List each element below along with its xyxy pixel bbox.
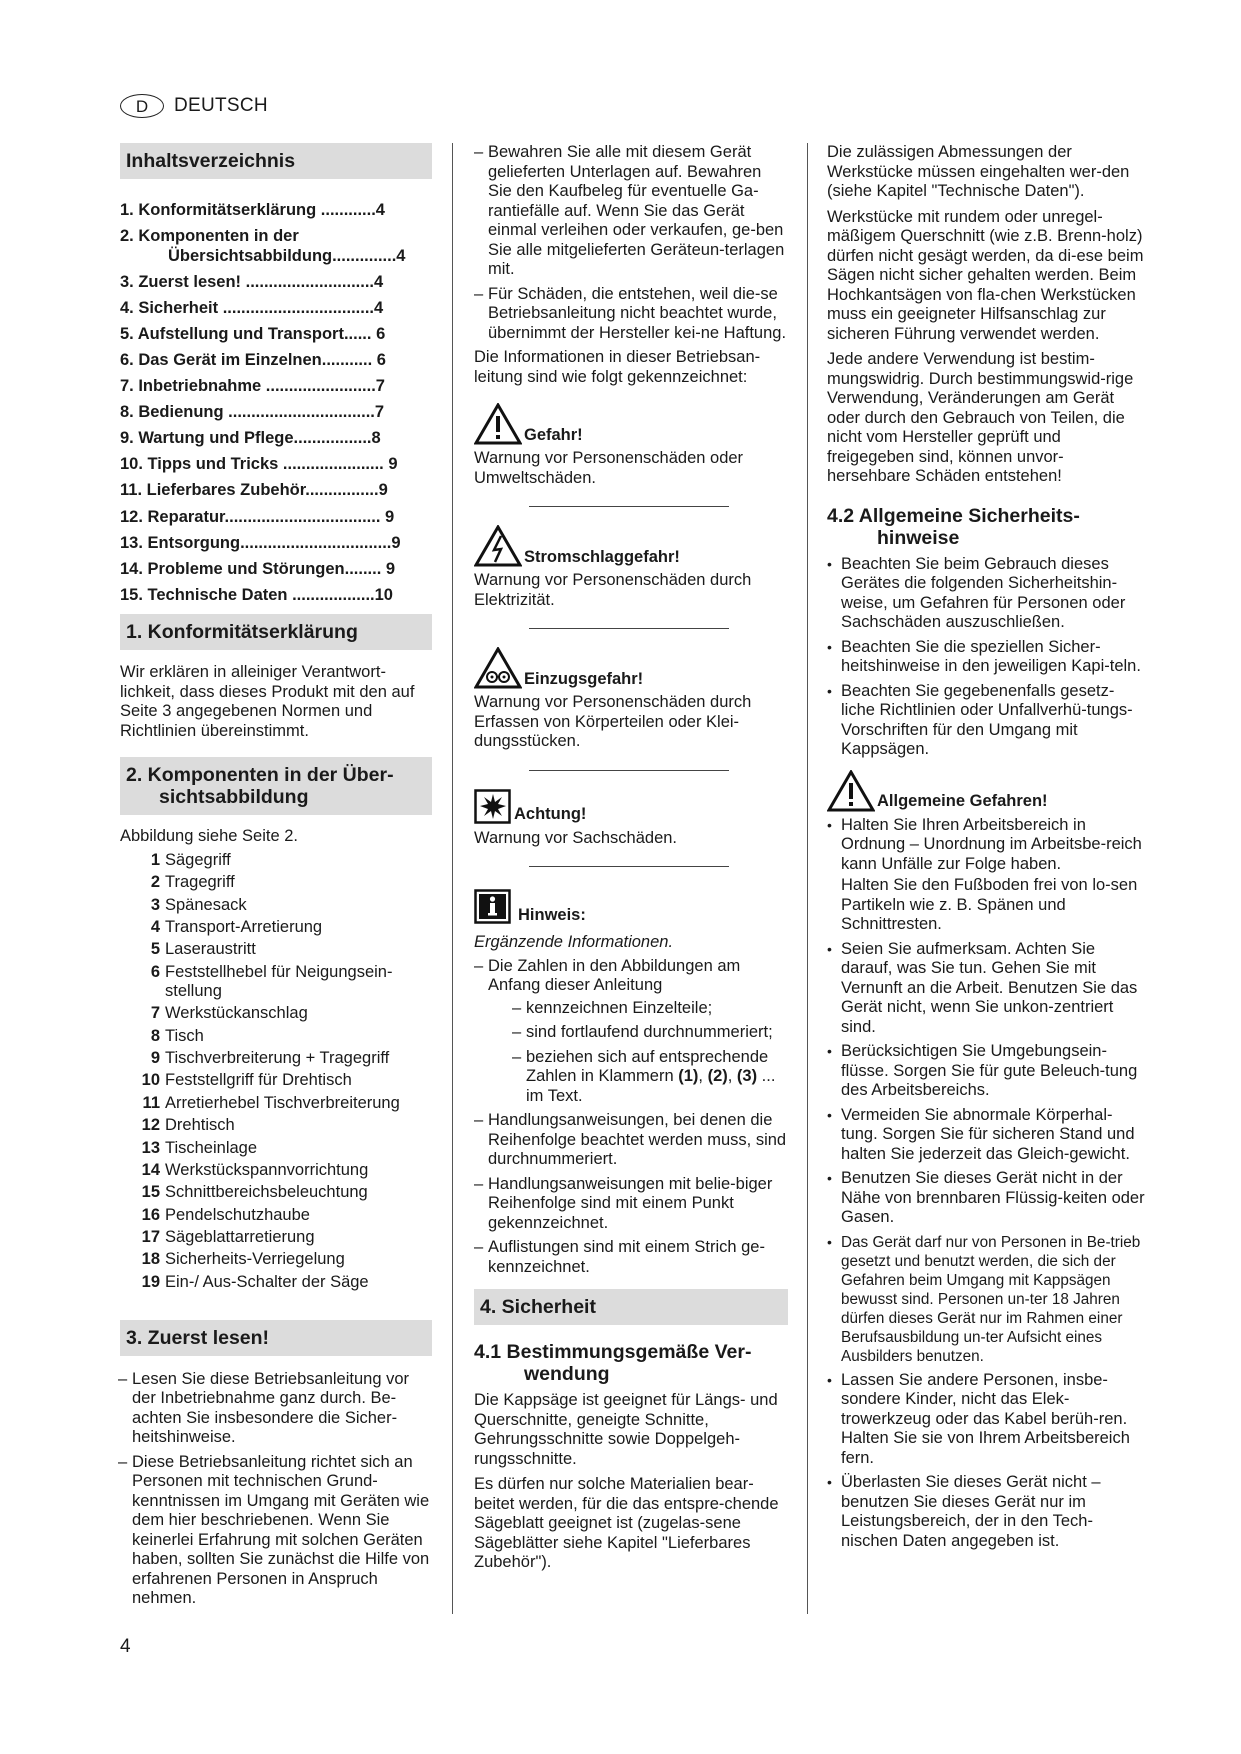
toc-entry[interactable]: 11. Lieferbares Zubehör................9	[120, 481, 388, 500]
component-name: Ein-/ Aus-Schalter der Säge	[165, 1272, 369, 1291]
toc-heading: Inhaltsverzeichnis	[120, 143, 432, 179]
entanglement-warning-icon	[474, 647, 522, 689]
component-item	[120, 918, 432, 937]
component-item	[120, 1161, 432, 1180]
component-number: 6	[150, 962, 160, 981]
component-list	[120, 851, 432, 1292]
marking-intro: Die Informationen in dieser Betriebsan-leitung sind wie folgt gekennzeichnet:	[474, 348, 761, 386]
component-name: Arretierhebel Tischverbreiterung	[165, 1093, 400, 1112]
toc-entry[interactable]: 15. Technische Daten ..................10	[120, 585, 393, 604]
symbol-stromschlag	[474, 525, 788, 567]
toc-entry-line: 2. Komponenten in der	[120, 227, 299, 246]
symbol-hinweis	[474, 889, 788, 925]
component-item	[120, 963, 432, 1001]
symbol-achtung	[474, 789, 788, 825]
separator-line	[529, 628, 729, 629]
language-name: DEUTSCH	[174, 95, 268, 116]
section-heading-zuerst-lesen: 3. Zuerst lesen!	[120, 1320, 432, 1356]
component-number: 13	[141, 1138, 160, 1157]
column-divider	[452, 143, 453, 1614]
list-item: – Diese Betriebsanleitung richtet sich an Personen mit technischen Grund-kenntnissen im Umgang mit Geräten wie dem hier beschriebenen. Wenn Sie keinerlei Erfahrung mit solchen Geräten haben, sollten Sie zunächst die Hilfe von erfahrenen Personen in Anspruch nehmen.	[118, 1453, 432, 1609]
component-name: Drehtisch	[165, 1116, 235, 1135]
list-item-text: ... im Text.	[526, 1067, 776, 1105]
component-name: Pendelschutzhaube	[165, 1205, 310, 1224]
symbol-label: Gefahr!	[524, 425, 583, 444]
component-number: 2	[150, 873, 160, 892]
column-right	[827, 143, 1145, 1556]
symbol-gefahr	[474, 403, 788, 445]
electric-shock-warning-icon	[474, 525, 522, 567]
component-name: Tragegriff	[165, 873, 235, 892]
warning-triangle-icon	[474, 403, 522, 445]
list-item: – Bewahren Sie alle mit diesem Gerät gelieferten Unterlagen auf. Bewahren Sie den Kaufbeleg für eventuelle Ga-rantiefälle auf. Wenn Sie das Gerät einmal verleihen oder verkaufen, ge-ben Sie alle mitgelieferten Geräteun-terlagen mit.	[474, 143, 788, 280]
component-item	[120, 1206, 432, 1225]
sub-list	[488, 999, 788, 1107]
heading-line: 4.2 Allgemeine Sicherheits-	[827, 504, 1080, 527]
heading-line: 4.1 Bestimmungsgemäße Ver-	[474, 1341, 752, 1363]
paragraph: Die zulässigen Abmessungen der Werkstücke müssen eingehalten wer-den (siehe Kapitel "Technische Daten").	[827, 143, 1130, 200]
toc-entry[interactable]: 12. Reparatur.................................. 9	[120, 507, 395, 526]
list-item: – kennzeichnen Einzelteile;	[512, 999, 788, 1019]
component-number: 19	[141, 1272, 160, 1291]
list-item	[474, 957, 788, 1107]
list-item: • Beachten Sie die speziellen Sicher-heitshinweise in den jeweiligen Kapi-teln.	[827, 638, 1145, 677]
symbol-label: Allgemeine Gefahren!	[877, 792, 1048, 810]
documents-list	[474, 143, 788, 343]
list-item: – beziehen sich auf entsprechende Zahlen in Klammern (1), (2), (3) ... im Text.	[512, 1048, 788, 1107]
symbol-allgemeine-gefahren	[827, 770, 1145, 812]
symbol-description: Warnung vor Personenschäden durch Elektrizität.	[474, 571, 752, 609]
component-number: 15	[141, 1183, 160, 1202]
component-item	[120, 1139, 432, 1158]
property-damage-icon	[474, 789, 512, 825]
component-name: Sicherheits-Verriegelung	[165, 1250, 345, 1269]
component-item	[120, 1250, 432, 1269]
component-item	[120, 1049, 432, 1068]
component-name: Schnittbereichsbeleuchtung	[165, 1183, 368, 1202]
heading-line: wendung	[524, 1363, 610, 1385]
toc-entry[interactable]: 8. Bedienung ................................7	[120, 403, 385, 422]
heading-line: 2. Komponenten in der Über-	[126, 764, 394, 787]
list-item: – Für Schäden, die entstehen, weil die-se Betriebsanleitung nicht beachtet wurde, übernimmt der Hersteller kei-ne Haftung.	[474, 285, 788, 344]
toc-entry[interactable]: 5. Aufstellung und Transport...... 6	[120, 324, 386, 343]
section-heading-komponenten	[120, 757, 432, 815]
language-marker	[120, 94, 268, 118]
component-number: 9	[150, 1048, 160, 1067]
reference-number: (1)	[678, 1067, 699, 1085]
component-number: 5	[150, 940, 160, 959]
component-item	[120, 1183, 432, 1202]
reference-number: (2)	[707, 1067, 728, 1085]
list-item: • Beachten Sie gegebenenfalls gesetz-liche Richtlinien oder Unfallverhü-tungs-Vorschriften für den Umgang mit Kappsägen.	[827, 682, 1145, 760]
component-number: 18	[141, 1250, 160, 1269]
hinweis-list	[474, 957, 788, 1278]
paragraph: Werkstücke mit rundem oder unregel-mäßigem Querschnitt (wie z.B. Brenn-holz) dürfen nicht gesägt werden, da di-ese beim Sägen nicht sicher gehalten werden. Beim Hochkantsägen von fla-chen Werkstücken muss ein geeigneter Hilfsanschlag zur sicheren Führung verwendet werden.	[827, 207, 1144, 343]
separator-line	[529, 506, 729, 507]
allgemeine-gefahren-list	[827, 1233, 1145, 1366]
component-name: Tischeinlage	[165, 1138, 258, 1157]
toc-entry[interactable]: 9. Wartung und Pflege.................8	[120, 429, 381, 448]
symbol-description: Warnung vor Personenschäden oder Umweltschäden.	[474, 449, 744, 487]
component-item	[120, 851, 432, 870]
component-item	[120, 1094, 432, 1113]
component-item	[120, 1004, 432, 1023]
component-number: 11	[142, 1093, 160, 1112]
heading-line: hinweise	[877, 526, 960, 549]
list-item: • Das Gerät darf nur von Personen in Be-trieb gesetzt und benutzt werden, die sich der Gefahren beim Umgang mit Kappsägen bewusst sind. Personen un-ter 18 Jahren dürfen dieses Gerät nur im Rahmen einer Berufsausbildung un-ter Aufsicht eines Ausbilders benutzen.	[827, 1233, 1145, 1366]
symbol-einzug	[474, 647, 788, 689]
toc-entry[interactable]: 6. Das Gerät im Einzelnen........... 6	[120, 350, 386, 369]
list-item: – Auflistungen sind mit einem Strich ge-kennzeichnet.	[474, 1238, 788, 1277]
component-name: Spänesack	[165, 895, 247, 914]
component-item	[120, 896, 432, 915]
symbol-label: Stromschlaggefahr!	[524, 547, 680, 566]
component-item	[120, 1273, 432, 1292]
component-item	[120, 1071, 432, 1090]
hinweis-italic: Ergänzende Informationen.	[474, 933, 674, 951]
list-item: • Seien Sie aufmerksam. Achten Sie darauf, was Sie tun. Gehen Sie mit Vernunft an die Arbeit. Benutzen Sie das Gerät nicht, wenn Sie unkon-zentriert sind.	[827, 940, 1145, 1038]
component-name: Transport-Arretierung	[165, 917, 323, 936]
component-number: 3	[150, 895, 160, 914]
component-number: 7	[150, 1004, 160, 1023]
component-name: Werkstückanschlag	[165, 1004, 308, 1023]
reference-number: (3)	[736, 1067, 758, 1085]
allgemeine-gefahren-list	[827, 1371, 1145, 1552]
list-item: • Überlasten Sie dieses Gerät nicht – benutzen Sie dieses Gerät nur im Leistungsbereich, der in den Tech-nischen Daten angegeben ist.	[827, 1473, 1145, 1551]
component-name: Sägeblattarretierung	[165, 1228, 315, 1247]
component-number: 16	[141, 1205, 160, 1224]
bestimmung-text: Die Kappsäge ist geeignet für Längs- und Querschnitte, geneigte Schnitte, Gehrungsschnitte sowie Doppelgeh-rungsschnitte.	[474, 1391, 778, 1468]
list-item: • Berücksichtigen Sie Umgebungsein-flüsse. Sorgen Sie für gute Beleuch-tung des Arbeitsbereichs.	[827, 1042, 1145, 1101]
komponenten-intro: Abbildung siehe Seite 2.	[120, 827, 298, 846]
list-item: • Benutzen Sie dieses Gerät nicht in der Nähe von brennbaren Flüssig-keiten oder Gasen.	[827, 1169, 1145, 1228]
toc-entry[interactable]: 7. Inbetriebnahme ........................7	[120, 377, 385, 396]
subsection-heading-bestimmung	[474, 1341, 788, 1385]
list-item: • Vermeiden Sie abnormale Körperhal-tung. Sorgen Sie für sicheren Stand und halten Sie jederzeit das Gleich-gewicht.	[827, 1106, 1145, 1165]
component-number: 17	[141, 1228, 160, 1247]
component-number: 8	[150, 1026, 160, 1045]
component-number: 4	[150, 917, 160, 936]
component-name: Tischverbreiterung + Tragegriff	[165, 1048, 390, 1067]
separator-line	[529, 770, 729, 771]
symbol-label: Einzugsgefahr!	[524, 669, 644, 688]
component-number: 1	[150, 850, 160, 869]
component-name: Sägegriff	[165, 850, 231, 869]
subsection-heading-allgemeine-hinweise	[827, 505, 1145, 549]
list-item-text: Halten Sie Ihren Arbeitsbereich in Ordnung – Unordnung im Arbeitsbe-reich kann Unfälle zur Folge haben.	[841, 815, 1142, 873]
toc-entry[interactable]: 14. Probleme und Störungen........ 9	[120, 559, 396, 578]
allgemeine-gefahren-list	[827, 816, 1145, 1228]
component-name: Werkstückspannvorrichtung	[165, 1160, 369, 1179]
list-item: – Handlungsanweisungen mit belie-biger Reihenfolge sind mit einem Punkt gekennzeichnet.	[474, 1175, 788, 1234]
toc-entry-line: Übersichtsabbildung..............4	[168, 246, 406, 265]
symbol-description: Warnung vor Personenschäden durch Erfassen von Körperteilen oder Klei-dungsstücken.	[474, 693, 752, 750]
component-item	[120, 940, 432, 959]
column-divider	[807, 143, 808, 1614]
page-number: 4	[120, 1636, 131, 1657]
list-item: – Handlungsanweisungen, bei denen die Reihenfolge beachtet werden muss, sind durchnummeriert.	[474, 1111, 788, 1170]
heading-line: sichtsabbildung	[159, 786, 309, 809]
section-heading-sicherheit: 4. Sicherheit	[474, 1289, 788, 1325]
warning-triangle-icon	[827, 770, 875, 812]
toc-entry[interactable]: 1. Konformitätserklärung ............4	[120, 201, 385, 219]
symbol-label: Achtung!	[514, 805, 587, 823]
list-item-text: beziehen sich auf entsprechende Zahlen in Klammern	[526, 1047, 769, 1085]
component-name: Laseraustritt	[165, 940, 256, 959]
component-name: Feststellgriff für Drehtisch	[165, 1071, 352, 1090]
component-number: 14	[141, 1160, 160, 1179]
table-of-contents	[120, 201, 432, 605]
component-item	[120, 873, 432, 892]
toc-entry[interactable]	[120, 227, 432, 266]
list-item	[827, 816, 1145, 935]
allgemeine-hinweise-list	[827, 555, 1145, 760]
toc-entry[interactable]: 3. Zuerst lesen! ............................4	[120, 272, 384, 291]
language-code-oval: D	[120, 94, 164, 118]
component-item	[120, 1228, 432, 1247]
separator-line	[529, 866, 729, 867]
column-middle	[474, 143, 788, 1573]
component-name: Tisch	[165, 1026, 204, 1045]
konformitaet-text: Wir erklären in alleiniger Verantwort-lichkeit, dass dieses Produkt mit den auf Seite 3 angegebenen Normen und Richtlinien übereinstimmt.	[120, 663, 415, 740]
info-icon	[474, 889, 512, 925]
symbol-description: Warnung vor Sachschäden.	[474, 828, 678, 847]
list-item-text: Halten Sie den Fußboden frei von lo-sen Partikeln wie z. B. Spänen und Schnittresten.	[841, 876, 1138, 933]
component-number: 10	[141, 1071, 160, 1090]
list-item: – sind fortlaufend durchnummeriert;	[512, 1023, 788, 1043]
list-item: – Lesen Sie diese Betriebsanleitung vor der Inbetriebnahme ganz durch. Be-achten Sie insbesondere die Sicher-heitshinweise.	[118, 1370, 432, 1448]
list-item: • Lassen Sie andere Personen, insbe-sondere Kinder, nicht das Elek-trowerkzeug oder das Kabel berüh-ren. Halten Sie sie von Ihrem Arbeitsbereich fern.	[827, 1371, 1145, 1469]
toc-entry[interactable]: 10. Tipps und Tricks ...................... 9	[120, 455, 398, 474]
list-item: • Beachten Sie beim Gebrauch dieses Gerätes die folgenden Sicherheitshin-weise, um Gefahren für Personen oder Sachschäden auszuschließen.	[827, 555, 1145, 633]
paragraph: Jede andere Verwendung ist bestim-mungswidrig. Durch bestimmungswid-rige Verwendung, Veränderungen am Gerät oder durch den Gebrauch von Teilen, die nicht vom Hersteller geprüft und freigegeben sind, können unvor-hersehbare Schäden entstehen!	[827, 350, 1134, 485]
bestimmung-text: Es dürfen nur solche Materialien bear-beitet werden, für die das entspre-chende Sägeblatt geeignet ist (zugelas-sene Sägeblätter siehe Kapitel "Lieferbares Zubehör").	[474, 1475, 779, 1571]
toc-entry[interactable]: 4. Sicherheit .................................4	[120, 298, 384, 317]
component-item	[120, 1116, 432, 1135]
list-item-text: Die Zahlen in den Abbildungen am Anfang dieser Anleitung	[488, 956, 741, 994]
column-left	[120, 143, 432, 1614]
component-number: 12	[141, 1116, 160, 1135]
component-item	[120, 1027, 432, 1046]
symbol-label: Hinweis:	[518, 905, 586, 924]
component-name: Feststellhebel für Neigungsein-stellung	[165, 962, 393, 1000]
section-heading-konformitaet: 1. Konformitätserklärung	[120, 614, 432, 650]
toc-entry[interactable]: 13. Entsorgung.................................9	[120, 533, 401, 552]
zuerst-lesen-list	[118, 1370, 432, 1609]
